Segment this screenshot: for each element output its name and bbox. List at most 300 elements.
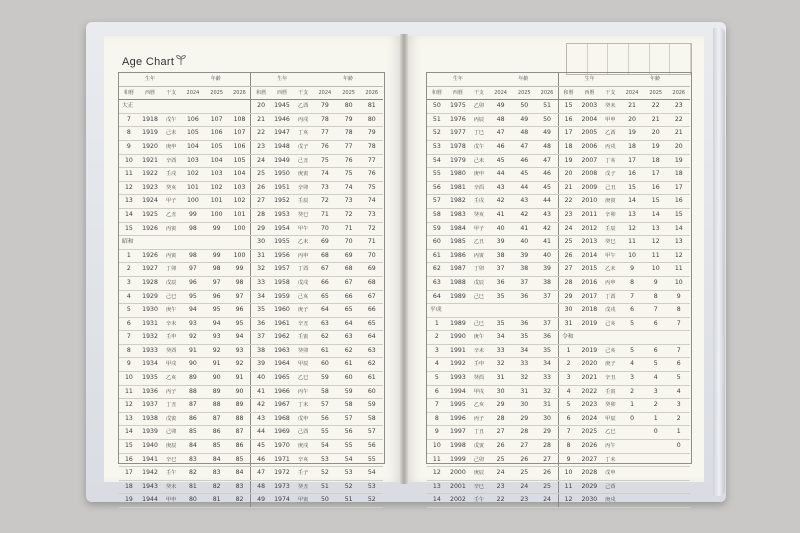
zodiac-cell: 乙卯: [469, 100, 489, 114]
era-year-cell: 1: [558, 344, 578, 358]
header-wareki: 和暦: [119, 86, 139, 100]
table-row: [119, 154, 383, 168]
zodiac-cell: 甲午: [601, 249, 621, 263]
age-2026-cell: 15: [668, 208, 690, 222]
western-year-cell: 2019: [578, 317, 600, 331]
age-2024-cell: 57: [313, 399, 337, 413]
zodiac-cell: 戊辰: [469, 276, 489, 290]
age-2025-cell: 58: [337, 399, 361, 413]
age-2024-cell: 37: [489, 263, 513, 277]
table-row: [119, 113, 383, 127]
age-2025-cell: [644, 480, 668, 494]
age-2024-cell: 38: [489, 249, 513, 263]
zodiac-cell: 庚辰: [161, 440, 181, 454]
zodiac-cell: 辛酉: [161, 154, 181, 168]
age-2025-cell: 101: [205, 195, 229, 209]
header-y2: 2025: [205, 86, 229, 100]
table-row: [427, 494, 690, 508]
header-y1: 2024: [313, 86, 337, 100]
era-year-cell: 10: [427, 440, 447, 454]
age-2026-cell: 105: [229, 154, 251, 168]
zodiac-cell: 丁巳: [469, 127, 489, 141]
age-2024-cell: 98: [181, 222, 205, 236]
western-year-cell: 2005: [578, 127, 600, 141]
era-year-cell: 29: [251, 222, 271, 236]
era-year-cell: 30: [558, 304, 578, 318]
zodiac-cell: 乙亥: [161, 372, 181, 386]
era-year-cell: 46: [251, 453, 271, 467]
age-2024-cell: 60: [313, 358, 337, 372]
era-year-cell: 5: [427, 372, 447, 386]
header-eto: 干支: [161, 86, 181, 100]
table-row: [119, 317, 383, 331]
header-birth-year: 生年: [427, 73, 489, 86]
zodiac-cell: 壬辰: [601, 222, 621, 236]
zodiac-cell: 甲辰: [601, 412, 621, 426]
era-year-cell: 27: [251, 195, 271, 209]
age-2024-cell: 50: [313, 494, 337, 508]
age-2026-cell: 74: [361, 195, 384, 209]
western-year-cell: 2026: [578, 440, 600, 454]
era-year-cell: 7: [427, 399, 447, 413]
zodiac-cell: 庚戌: [601, 494, 621, 508]
western-year-cell: 1932: [139, 331, 161, 345]
western-year-cell: 1968: [271, 412, 293, 426]
age-2026-cell: [668, 453, 690, 467]
zodiac-cell: 辛未: [469, 344, 489, 358]
zodiac-cell: 戊寅: [161, 412, 181, 426]
age-2025-cell: 20: [644, 127, 668, 141]
era-year-cell: 38: [251, 344, 271, 358]
zodiac-cell: 戊午: [469, 140, 489, 154]
western-year-cell: 2001: [447, 480, 469, 494]
era-year-cell: 29: [558, 290, 578, 304]
age-2026-cell: 81: [361, 100, 384, 114]
zodiac-cell: 甲戌: [469, 385, 489, 399]
western-year-cell: 2014: [578, 249, 600, 263]
age-2026-cell: 57: [361, 426, 384, 440]
age-2024-cell: 80: [181, 494, 205, 508]
western-year-cell: 2025: [578, 426, 600, 440]
table-row: [427, 154, 690, 168]
age-2025-cell: 38: [512, 263, 536, 277]
zodiac-cell: 庚寅: [601, 195, 621, 209]
age-2025-cell: 104: [205, 154, 229, 168]
western-year-cell: 1964: [271, 358, 293, 372]
western-year-cell: 1957: [271, 263, 293, 277]
era-year-cell: 25: [251, 168, 271, 182]
western-year-cell: 1962: [271, 331, 293, 345]
era-year-cell: 55: [427, 168, 447, 182]
age-2025-cell: 50: [512, 100, 536, 114]
age-2026-cell: 25: [536, 480, 558, 494]
age-2025-cell: 57: [337, 412, 361, 426]
age-2025-cell: 31: [512, 385, 536, 399]
era-year-cell: 10: [558, 467, 578, 481]
zodiac-cell: 丁酉: [293, 263, 313, 277]
table-row: [427, 263, 690, 277]
era-year-cell: 13: [427, 480, 447, 494]
age-2025-cell: 75: [337, 168, 361, 182]
table-subheader-row: [119, 86, 383, 100]
zodiac-cell: 己丑: [601, 181, 621, 195]
age-2025-cell: 89: [205, 385, 229, 399]
table-row: [119, 385, 383, 399]
zodiac-cell: 辛亥: [293, 453, 313, 467]
western-year-cell: 1928: [139, 276, 161, 290]
age-2024-cell: 48: [489, 113, 513, 127]
western-year-cell: 2007: [578, 154, 600, 168]
age-2024-cell: 41: [489, 208, 513, 222]
era-year-cell: 34: [251, 290, 271, 304]
western-year-cell: 1935: [139, 372, 161, 386]
western-year-cell: 1975: [447, 100, 469, 114]
era-year-cell: 7: [119, 113, 139, 127]
western-year-cell: 1920: [139, 140, 161, 154]
age-2025-cell: 67: [337, 276, 361, 290]
age-2026-cell: 16: [668, 195, 690, 209]
age-2025-cell: 81: [205, 494, 229, 508]
age-2024-cell: 24: [489, 467, 513, 481]
era-year-cell: 22: [251, 127, 271, 141]
era-year-cell: 64: [427, 290, 447, 304]
zodiac-cell: 戊申: [601, 467, 621, 481]
western-year-cell: 2020: [578, 358, 600, 372]
age-2025-cell: 39: [512, 249, 536, 263]
age-2025-cell: 90: [205, 372, 229, 386]
age-2024-cell: 59: [313, 372, 337, 386]
age-2026-cell: 108: [229, 113, 251, 127]
age-2025-cell: 79: [337, 113, 361, 127]
header-y1: 2024: [489, 86, 513, 100]
age-2026-cell: 11: [668, 263, 690, 277]
zodiac-cell: 辛丑: [601, 372, 621, 386]
zodiac-cell: 乙巳: [293, 372, 313, 386]
era-year-cell: 15: [558, 100, 578, 114]
age-table-right: [427, 73, 690, 508]
western-year-cell: 1995: [447, 399, 469, 413]
zodiac-cell: 壬申: [161, 331, 181, 345]
age-2025-cell: 92: [205, 344, 229, 358]
age-2026-cell: 72: [361, 222, 384, 236]
age-2024-cell: 45: [489, 154, 513, 168]
era-year-cell: 62: [427, 263, 447, 277]
age-table-left: [119, 73, 383, 508]
western-year-cell: 1983: [447, 208, 469, 222]
age-2025-cell: 76: [337, 154, 361, 168]
western-year-cell: 1998: [447, 440, 469, 454]
zodiac-cell: 庚午: [469, 331, 489, 345]
age-2025-cell: 87: [205, 412, 229, 426]
era-year-cell: 26: [251, 181, 271, 195]
legend-cell: [588, 44, 609, 74]
age-2026-cell: 20: [668, 140, 690, 154]
age-2025-cell: 43: [512, 195, 536, 209]
age-2024-cell: 35: [489, 290, 513, 304]
age-2025-cell: 95: [205, 304, 229, 318]
age-2024-cell: 98: [181, 249, 205, 263]
age-2025-cell: 5: [644, 358, 668, 372]
western-year-cell: 1963: [271, 344, 293, 358]
age-2026-cell: 37: [536, 317, 558, 331]
zodiac-cell: 己巳: [469, 317, 489, 331]
era-year-cell: 39: [251, 358, 271, 372]
age-2026-cell: 71: [361, 236, 384, 250]
zodiac-cell: 壬戌: [161, 168, 181, 182]
age-2024-cell: 62: [313, 331, 337, 345]
zodiac-cell: 丁未: [293, 399, 313, 413]
zodiac-cell: 丙寅: [469, 249, 489, 263]
header-seireki: 西暦: [271, 86, 293, 100]
age-2025-cell: 96: [205, 290, 229, 304]
zodiac-cell: 戊子: [601, 168, 621, 182]
age-2026-cell: 62: [361, 358, 384, 372]
western-year-cell: 1919: [139, 127, 161, 141]
era-year-cell: 30: [251, 236, 271, 250]
header-y2: 2025: [644, 86, 668, 100]
age-2025-cell: [644, 440, 668, 454]
western-year-cell: 1994: [447, 385, 469, 399]
age-2025-cell: 2: [644, 399, 668, 413]
era-year-cell: 17: [119, 467, 139, 481]
era-year-cell: 17: [558, 127, 578, 141]
age-2026-cell: 12: [668, 249, 690, 263]
age-2025-cell: 97: [205, 276, 229, 290]
zodiac-cell: 乙酉: [601, 127, 621, 141]
age-2025-cell: 72: [337, 208, 361, 222]
zodiac-cell: 辛丑: [293, 317, 313, 331]
age-2024-cell: 53: [313, 453, 337, 467]
western-year-cell: 1966: [271, 385, 293, 399]
age-2024-cell: 17: [620, 154, 644, 168]
age-2025-cell: 74: [337, 181, 361, 195]
age-2025-cell: 47: [512, 140, 536, 154]
age-2026-cell: 7: [668, 344, 690, 358]
age-2024-cell: 40: [489, 222, 513, 236]
western-year-cell: 1967: [271, 399, 293, 413]
table-row: [119, 290, 383, 304]
age-2024-cell: 69: [313, 236, 337, 250]
age-2026-cell: 92: [229, 358, 251, 372]
era-year-cell: 52: [427, 127, 447, 141]
age-2024-cell: 26: [489, 440, 513, 454]
zodiac-cell: 甲申: [601, 113, 621, 127]
zodiac-cell: 丙寅: [161, 222, 181, 236]
age-2025-cell: 0: [644, 426, 668, 440]
age-2024-cell: 84: [181, 440, 205, 454]
western-year-cell: 1984: [447, 222, 469, 236]
age-2026-cell: 69: [361, 263, 384, 277]
legend-cell: [567, 44, 588, 74]
header-eto: 干支: [469, 86, 489, 100]
table-row: [119, 195, 383, 209]
header-y3: 2026: [229, 86, 251, 100]
age-2026-cell: 6: [668, 358, 690, 372]
age-2026-cell: 65: [361, 317, 384, 331]
era-year-cell: 5: [119, 304, 139, 318]
age-2026-cell: 79: [361, 127, 384, 141]
legend-cell: [629, 44, 650, 74]
header-age: 年齢: [313, 73, 383, 86]
age-2024-cell: 31: [489, 372, 513, 386]
page-title: Age Chart: [122, 56, 175, 68]
age-2025-cell: 36: [512, 317, 536, 331]
zodiac-cell: 辛卯: [601, 208, 621, 222]
age-2026-cell: 104: [229, 168, 251, 182]
western-year-cell: 1922: [139, 168, 161, 182]
age-2025-cell: 84: [205, 453, 229, 467]
age-2026-cell: 45: [536, 181, 558, 195]
header-birth-year: 生年: [558, 73, 620, 86]
western-year-cell: 1948: [271, 140, 293, 154]
zodiac-cell: 乙丑: [161, 208, 181, 222]
age-2025-cell: 25: [512, 467, 536, 481]
age-2025-cell: 93: [205, 331, 229, 345]
western-year-cell: 1988: [447, 276, 469, 290]
age-2026-cell: 94: [229, 331, 251, 345]
age-2026-cell: 97: [229, 290, 251, 304]
table-row: [427, 480, 690, 494]
age-2024-cell: 75: [313, 154, 337, 168]
age-2025-cell: 105: [205, 140, 229, 154]
age-2024-cell: 101: [181, 181, 205, 195]
era-label: 平成: [427, 304, 558, 318]
header-seireki: 西暦: [447, 86, 469, 100]
age-2025-cell: 32: [512, 372, 536, 386]
age-2024-cell: 55: [313, 426, 337, 440]
age-2024-cell: 29: [489, 399, 513, 413]
age-2025-cell: 14: [644, 208, 668, 222]
zodiac-cell: 丙寅: [161, 249, 181, 263]
age-2024-cell: 83: [181, 453, 205, 467]
western-year-cell: 2010: [578, 195, 600, 209]
era-year-cell: 10: [119, 372, 139, 386]
zodiac-cell: 壬辰: [293, 195, 313, 209]
age-2024-cell: 5: [620, 344, 644, 358]
age-2025-cell: 7: [644, 304, 668, 318]
header-y2: 2025: [512, 86, 536, 100]
age-2024-cell: 89: [181, 372, 205, 386]
western-year-cell: 1987: [447, 263, 469, 277]
age-2026-cell: 107: [229, 127, 251, 141]
age-2025-cell: 65: [337, 304, 361, 318]
western-year-cell: 1947: [271, 127, 293, 141]
zodiac-legend-box: [566, 43, 692, 75]
era-year-cell: 7: [119, 331, 139, 345]
age-2026-cell: 44: [536, 195, 558, 209]
table-row: [119, 344, 383, 358]
legend-cell: [670, 44, 691, 74]
western-year-cell: 1949: [271, 154, 293, 168]
age-2024-cell: 43: [489, 181, 513, 195]
western-year-cell: 1985: [447, 236, 469, 250]
age-2026-cell: 43: [536, 208, 558, 222]
age-2025-cell: 51: [337, 494, 361, 508]
zodiac-cell: 乙亥: [469, 399, 489, 413]
era-year-cell: 12: [427, 467, 447, 481]
era-year-cell: 57: [427, 195, 447, 209]
age-2025-cell: 15: [644, 195, 668, 209]
zodiac-cell: 癸亥: [161, 181, 181, 195]
age-2024-cell: 25: [489, 453, 513, 467]
western-year-cell: 1997: [447, 426, 469, 440]
age-2026-cell: 8: [668, 304, 690, 318]
era-year-cell: 15: [119, 222, 139, 236]
age-2024-cell: 6: [620, 304, 644, 318]
western-year-cell: 1931: [139, 317, 161, 331]
age-2026-cell: 37: [536, 290, 558, 304]
western-year-cell: 1951: [271, 181, 293, 195]
header-wareki: 和暦: [251, 86, 271, 100]
era-year-cell: 41: [251, 385, 271, 399]
era-label: 昭和: [119, 236, 251, 250]
zodiac-cell: 己未: [469, 154, 489, 168]
zodiac-cell: 癸酉: [161, 344, 181, 358]
sprout-icon: [175, 54, 187, 66]
table-row: [427, 453, 690, 467]
age-2024-cell: 88: [181, 385, 205, 399]
age-2025-cell: 88: [205, 399, 229, 413]
western-year-cell: 1952: [271, 195, 293, 209]
era-year-cell: 2: [427, 331, 447, 345]
western-year-cell: 1972: [271, 467, 293, 481]
table-row: [427, 127, 690, 141]
age-2026-cell: 58: [361, 412, 384, 426]
age-2025-cell: 91: [205, 358, 229, 372]
zodiac-cell: 辛巳: [161, 453, 181, 467]
header-y2: 2025: [337, 86, 361, 100]
zodiac-cell: 丙辰: [469, 113, 489, 127]
western-year-cell: 1950: [271, 168, 293, 182]
western-year-cell: 1974: [271, 494, 293, 508]
western-year-cell: 1969: [271, 426, 293, 440]
era-year-cell: 1: [427, 317, 447, 331]
table-row: [427, 412, 690, 426]
age-2025-cell: 3: [644, 385, 668, 399]
age-2026-cell: 85: [229, 453, 251, 467]
western-year-cell: 1976: [447, 113, 469, 127]
era-year-cell: 16: [558, 113, 578, 127]
age-2024-cell: 100: [181, 195, 205, 209]
age-2024-cell: 27: [489, 426, 513, 440]
age-2026-cell: 24: [536, 494, 558, 508]
age-2026-cell: 88: [229, 412, 251, 426]
western-year-cell: 1944: [139, 494, 161, 508]
header-seireki: 西暦: [139, 86, 161, 100]
era-year-cell: 63: [427, 276, 447, 290]
zodiac-cell: 己酉: [293, 426, 313, 440]
era-year-cell: 31: [558, 317, 578, 331]
western-year-cell: 1989: [447, 317, 469, 331]
era-year-cell: 20: [251, 100, 271, 114]
age-2025-cell: 6: [644, 344, 668, 358]
age-2024-cell: 105: [181, 127, 205, 141]
age-2025-cell: 55: [337, 440, 361, 454]
zodiac-cell: 丙申: [601, 276, 621, 290]
era-year-cell: 18: [119, 480, 139, 494]
header-y3: 2026: [361, 86, 384, 100]
western-year-cell: 1992: [447, 358, 469, 372]
era-year-cell: 53: [427, 140, 447, 154]
age-2026-cell: 22: [668, 113, 690, 127]
western-year-cell: 2018: [578, 304, 600, 318]
age-2026-cell: 4: [668, 385, 690, 399]
era-year-cell: 61: [427, 249, 447, 263]
table-row: [119, 100, 383, 114]
era-label: 令和: [558, 331, 690, 345]
age-2024-cell: 77: [313, 127, 337, 141]
western-year-cell: 1943: [139, 480, 161, 494]
